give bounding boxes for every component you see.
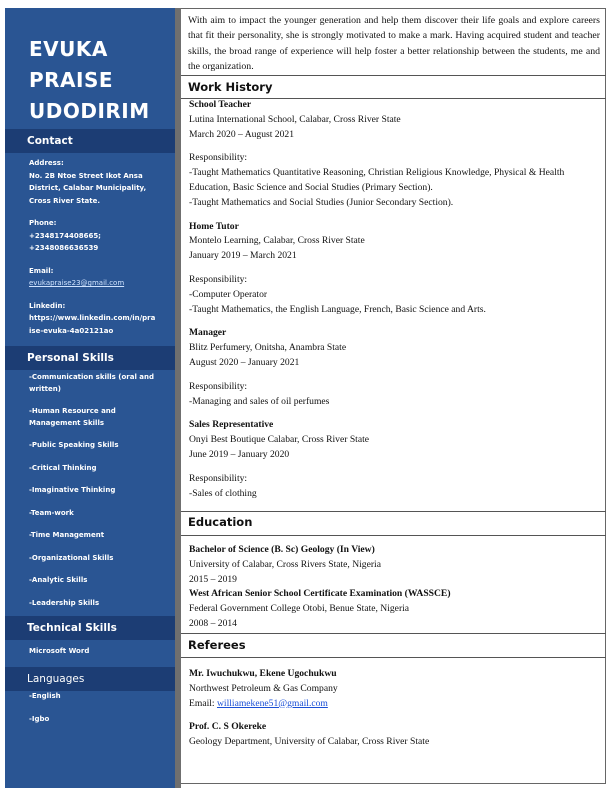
resp-item: -Computer Operator — [189, 288, 268, 300]
name-first: EVUKA — [29, 37, 108, 61]
address-label: Address: — [29, 159, 64, 167]
skill-item: -Imaginative Thinking — [29, 486, 116, 494]
sidebar — [5, 8, 175, 788]
address-line: District, Calabar Municipality, — [29, 184, 147, 192]
name-middle: PRAISE — [29, 68, 114, 92]
job-title: Sales Representative — [189, 419, 274, 431]
technical-skills-heading: Technical Skills — [5, 616, 175, 640]
divider — [181, 633, 606, 634]
resp-item: -Taught Mathematics Quantitative Reasoning, Christian Religious Knowledge, Physical & Health Education, Basic Science and Social Studies (Primary Section). — [189, 167, 565, 193]
work-history-heading: Work History — [188, 80, 273, 94]
technical-skills-list — [29, 646, 164, 669]
job-title: School Teacher — [189, 99, 252, 110]
resp-item: -Taught Mathematics, the English Language, French, Basic Science and Arts. — [189, 303, 486, 315]
work-history-list — [189, 98, 601, 501]
divider — [181, 511, 606, 512]
linkedin-label: Linkedin: — [29, 301, 66, 310]
skill-item: -Critical Thinking — [29, 463, 97, 472]
job-title: Home Tutor — [189, 220, 239, 232]
language-item: -English — [29, 692, 61, 700]
job-org: Onyi Best Boutique Calabar, Cross River State — [189, 434, 370, 446]
phone-number: +2348174408665; — [29, 231, 101, 240]
languages-list — [29, 691, 164, 736]
languages-heading: Languages — [5, 667, 175, 691]
skill-item: -Communication skills (oral and written) — [29, 373, 155, 393]
skill-item: -Time Management — [29, 531, 105, 539]
email-label: Email: — [29, 266, 54, 275]
divider — [181, 535, 606, 536]
referees-list — [189, 667, 601, 750]
contact-heading: Contact — [5, 129, 175, 153]
job-dates: June 2019 – January 2020 — [189, 448, 290, 460]
phone-number: +2348086636539 — [29, 244, 99, 252]
referees-heading: Referees — [188, 638, 246, 652]
job-entry — [189, 326, 601, 409]
skill-item: -Human Resource and Management Skills — [29, 407, 116, 427]
resp-label: Responsibility: — [189, 380, 248, 392]
resp-item: -Managing and sales of oil perfumes — [189, 395, 330, 407]
school: University of Calabar, Cross Rivers State, Nigeria — [189, 558, 381, 570]
job-org: Lutina International School, Calabar, Cross River State — [189, 113, 401, 125]
email-link[interactable]: evukapraise23@gmail.com — [29, 279, 125, 287]
resp-label: Responsibility: — [189, 472, 248, 484]
language-item: -Igbo — [29, 714, 50, 723]
address-line: Cross River State. — [29, 196, 101, 205]
divider — [181, 75, 606, 76]
linkedin-url: ise-evuka-4a02121ao — [29, 326, 114, 335]
referee-email-label: Email: — [189, 697, 217, 709]
contact-details — [29, 157, 164, 337]
candidate-name — [29, 34, 150, 127]
education-heading: Education — [188, 515, 253, 529]
skill-item: -Team-work — [29, 508, 74, 517]
technical-skill-item: Microsoft Word — [29, 647, 90, 655]
personal-skills-heading: Personal Skills — [5, 346, 175, 370]
resp-label: Responsibility: — [189, 152, 248, 164]
skill-item: -Leadership Skills — [29, 598, 100, 607]
job-title: Manager — [189, 327, 227, 339]
job-org: Blitz Perfumery, Onitsha, Anambra State — [189, 342, 347, 354]
divider — [181, 657, 606, 658]
skill-item: -Public Speaking Skills — [29, 441, 119, 449]
job-org: Montelo Learning, Calabar, Cross River State — [189, 235, 365, 247]
resp-label: Responsibility: — [189, 273, 248, 285]
resp-item: -Taught Mathematics and Social Studies (Junior Secondary Section). — [189, 196, 454, 208]
school: Federal Government College Otobi, Benue State, Nigeria — [189, 603, 410, 615]
edu-dates: 2008 – 2014 — [189, 617, 237, 629]
job-entry — [189, 98, 601, 211]
resp-item: -Sales of clothing — [189, 487, 257, 499]
education-list — [189, 543, 601, 632]
job-dates: August 2020 – January 2021 — [189, 356, 300, 368]
referee-email-link[interactable]: williamekene51@gmail.com — [216, 697, 328, 709]
skill-item: -Organizational Skills — [29, 553, 114, 562]
job-entry — [189, 418, 601, 501]
edu-dates: 2015 – 2019 — [189, 573, 237, 585]
address-line: No. 2B Ntoe Street Ikot Ansa — [29, 171, 143, 180]
job-dates: March 2020 – August 2021 — [189, 128, 294, 140]
referee-name: Mr. Iwuchukwu, Ekene Ugochukwu — [189, 668, 337, 679]
referee-org: Geology Department, University of Calabar, Cross River State — [189, 736, 430, 748]
degree: West African Senior School Certificate Examination (WASSCE) — [189, 588, 451, 600]
job-dates: January 2019 – March 2021 — [189, 250, 297, 262]
name-last: UDODIRIM — [29, 99, 150, 123]
referee-org: Northwest Petroleum & Gas Company — [189, 682, 338, 694]
referee-name: Prof. C. S Okereke — [189, 721, 267, 733]
phone-label: Phone: — [29, 219, 57, 227]
job-entry — [189, 220, 601, 318]
skill-item: -Analytic Skills — [29, 576, 88, 584]
referee-email-row — [189, 697, 601, 712]
degree: Bachelor of Science (B. Sc) Geology (In View) — [189, 544, 375, 555]
linkedin-url: https://www.linkedin.com/in/pra — [29, 314, 156, 322]
profile-summary: With aim to impact the younger generation and help them discover their life goals and explore careers that fit their personality, she is strongly motivated to make a mark. Having acquired student and teacher skills, the broad range of experience will help foster a better relationship between the students, me and the organization. — [188, 15, 600, 72]
personal-skills-list — [29, 372, 164, 620]
